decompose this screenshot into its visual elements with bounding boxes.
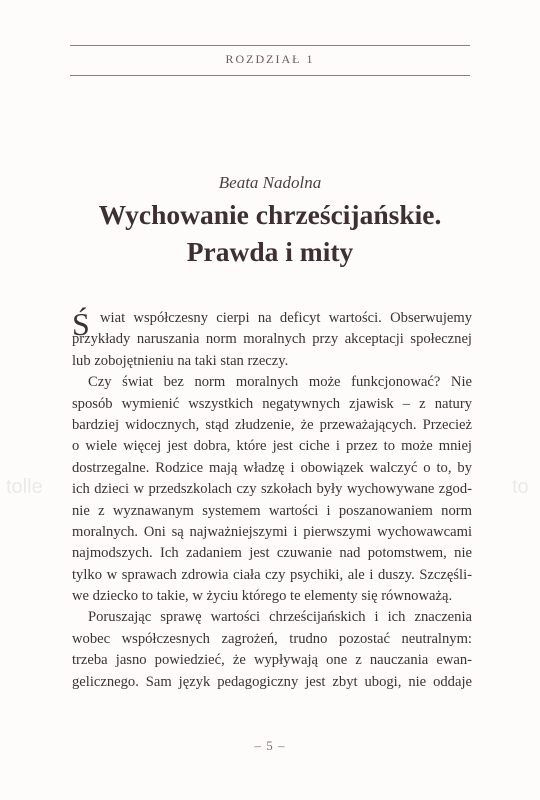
- body-line: ich dzieci w przedszkolach czy szkołach były wychowywane zgod-: [72, 481, 472, 498]
- body-line: dostrzegalne. Rodzice mają władzę i obowiązek walczyć o to, by: [72, 459, 472, 476]
- body-line: moralnych. Oni są najważniejszymi i pierwszymi wychowawcami: [72, 523, 472, 540]
- body-line: nie z wyznawanym systemem wartości i poszanowaniem norm: [72, 502, 472, 519]
- author-name: Beata Nadolna: [218, 173, 322, 192]
- body-line: przykłady naruszania norm moralnych przy akceptacji społecznej: [72, 331, 472, 348]
- body-line: Czy świat bez norm moralnych może funkcjonować? Nie: [88, 374, 472, 391]
- title-line-1: Wychowanie chrześcijańskie.: [98, 199, 442, 230]
- paragraph-2: [72, 372, 472, 607]
- body-line: o wiele więcej jest dobra, które jest ciche i przez to może mniej: [72, 438, 472, 455]
- watermark-text-left: tolle: [6, 476, 43, 498]
- body-line: lub zobojętnieniu na taki stan rzeczy.: [72, 352, 289, 369]
- page-number: – 5 –: [254, 738, 286, 753]
- body-line: tylko w sprawach zdrowia ciała czy psychiki, ale i duszy. Szczęśli-: [72, 566, 472, 583]
- body-line: we dziecko to takie, w życiu którego te elementy się równoważą.: [72, 588, 453, 605]
- header-rule-bottom: [70, 75, 470, 76]
- paragraph-1: [72, 308, 472, 372]
- watermark-text-right: to: [512, 476, 529, 498]
- body-line: sposób wymienić wszystkich negatywnych zjawisk – z natury: [72, 395, 472, 412]
- body-line: najmodszych. Ich zadaniem jest czuwanie nad potomstwem, nie: [72, 545, 472, 562]
- body-line: gelicznego. Sam język pedagogiczny jest zbyt ubogi, nie oddaje: [72, 673, 472, 690]
- body-line: bardziej widocznych, stąd złudzenie, że przeważających. Przecież: [72, 416, 472, 433]
- title-line-2: Prawda i mity: [186, 236, 354, 267]
- drop-cap: Ś: [72, 306, 90, 342]
- paragraph-3: [72, 607, 472, 693]
- body-line: Poruszając sprawę wartości chrześcijańskich i ich znaczenia: [88, 609, 472, 626]
- body-line: trzeba jasno powiedzieć, że wypływają one z nauczania ewan-: [72, 652, 472, 669]
- body-line: wiat współczesny cierpi na deficyt wartości. Obserwujemy: [100, 310, 472, 326]
- article-body: [72, 308, 472, 693]
- chapter-label: ROZDZIAŁ 1: [225, 52, 315, 66]
- body-line: wobec współczesnych zagrożeń, trudno pozostać neutralnym:: [72, 630, 472, 647]
- article-title: [0, 196, 540, 270]
- header-rule-top: [70, 45, 470, 46]
